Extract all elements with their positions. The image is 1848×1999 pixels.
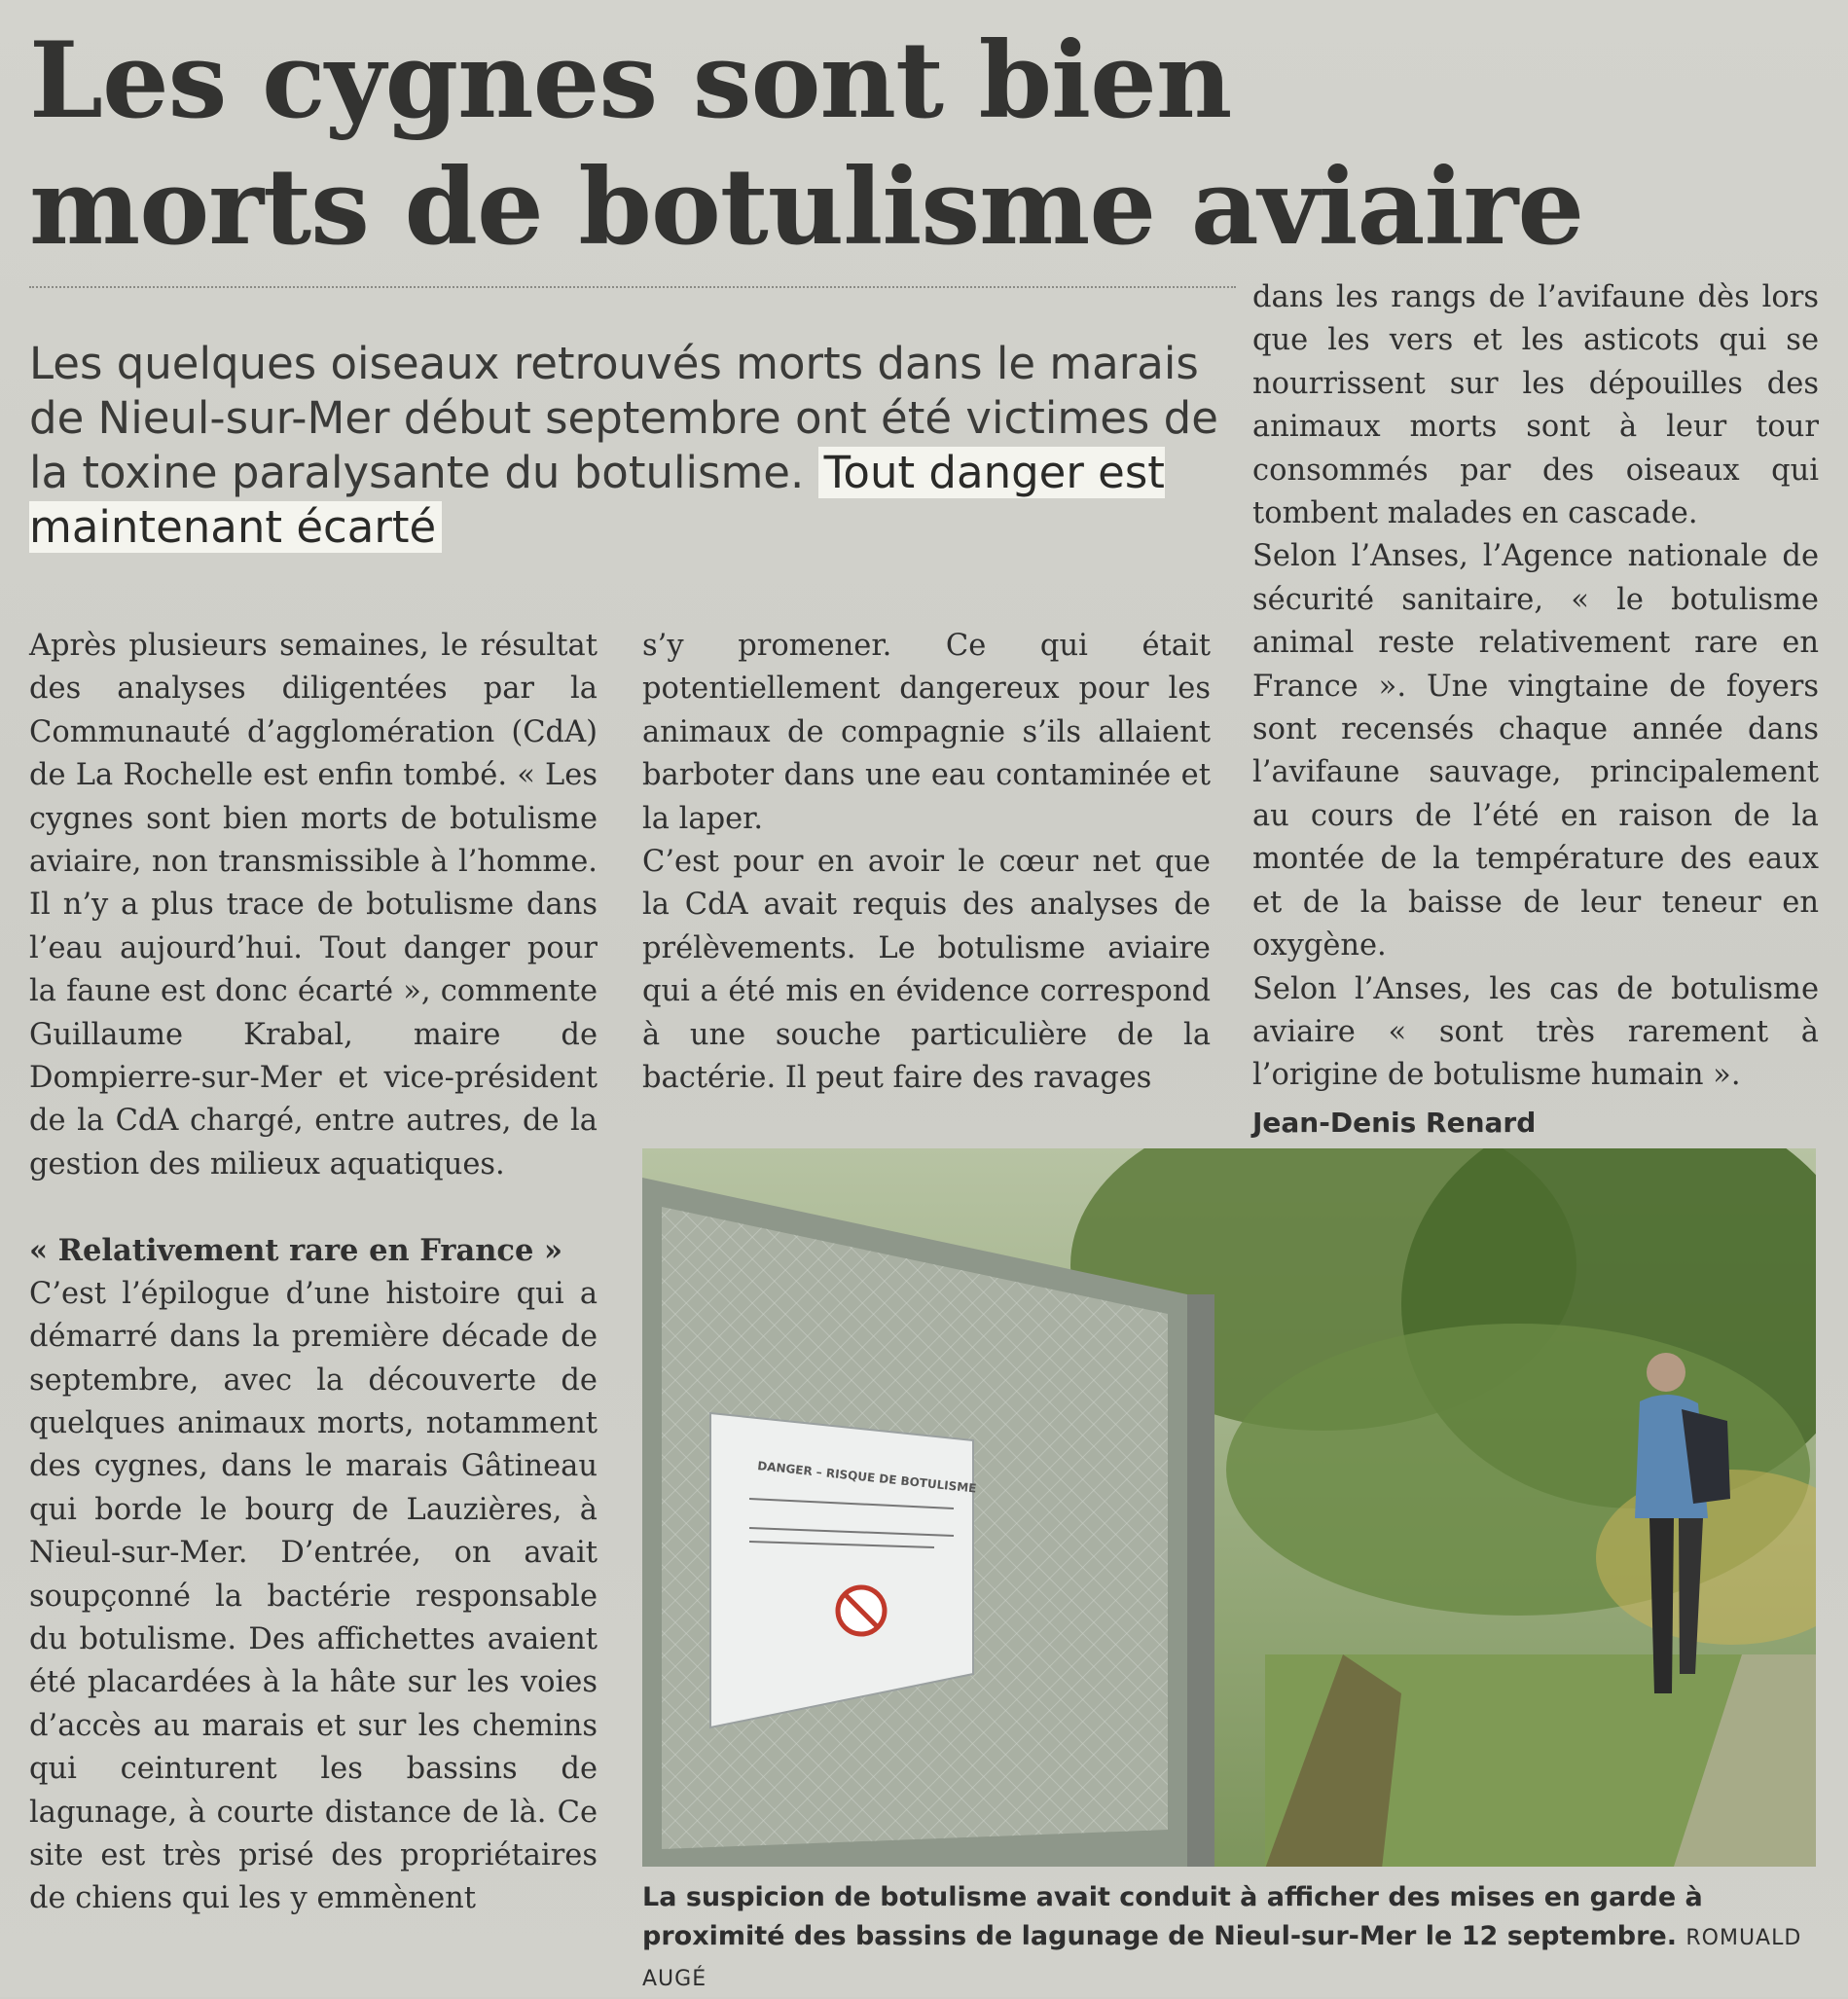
lead-text: Les quelques oiseaux retrouvés morts dans le marais de Nieul-sur-Mer début septembre ont été victimes de la toxine paralysante du botulisme. <box>29 338 1218 498</box>
caption-text: La suspicion de botulisme avait conduit à afficher des mises en garde à proximité des bassins de lagunage de Nieul-sur-Mer le 12 septembre. <box>642 1882 1703 1951</box>
photo-caption <box>642 1878 1816 1999</box>
paragraph: C’est l’épilogue d’une histoire qui a démarré dans la première décade de septembre, avec la découverte de quelques animaux morts, notamment des cygnes, dans le marais Gâtineau qui borde le bourg de Lauzières, à Nieul-sur-Mer. D’entrée, on avait soupçonné la bactérie responsable du botulisme. Des affichettes avaient été placardées à la hâte sur les voies d’accès au marais et sur les chemins qui ceinturent les bassins de lagunage, à courte distance de là. Ce site est très prisé des propriétaires de chiens qui les y emmènent <box>29 1276 598 1916</box>
byline: Jean-Denis Renard <box>1252 1106 1537 1139</box>
gate-post <box>1187 1294 1214 1867</box>
paragraph: s’y promener. Ce qui était potentiellement dangereux pour les animaux de compagnie s’ils allaient barboter dans une eau contaminée et la laper. <box>642 629 1211 836</box>
article-column-3 <box>1252 276 1819 1145</box>
photo-illustration <box>642 1148 1816 1867</box>
intertitle: « Relativement rare en France » <box>29 1233 563 1269</box>
headline: Les cygnes sont bien morts de botulisme aviaire <box>29 19 1584 269</box>
paragraph: Après plusieurs semaines, le résultat des analyses diligentées par la Communauté d’agglomération (CdA) de La Rochelle est enfin tombé. « Les cygnes sont bien morts de botulisme aviaire, non transmissible à l’homme. Il n’y a plus trace de botulisme dans l’eau aujourd’hui. Tout danger pour la faune est donc écarté », commente Guillaume Krabal, maire de Dompierre-sur-Mer et vice-président de la CdA chargé, entre autres, de la gestion des milieux aquatiques. <box>29 629 598 1181</box>
lead-paragraph <box>29 337 1246 555</box>
paragraph: Selon l’Anses, l’Agence nationale de sécurité sanitaire, « le botulisme animal reste relativement rare en France ». Une vingtaine de foyers sont recensés chaque année dans l’avifaune sauvage, principalement au cours de l’été en raison de la montée de la température des eaux et de la baisse de leur teneur en oxygène. <box>1252 539 1819 963</box>
paragraph: dans les rangs de l’avifaune dès lors que les vers et les asticots qui se nourrissent sur les dépouilles des animaux morts sont à leur tour consommés par des oiseaux qui tombent malades en cascade. <box>1252 280 1819 531</box>
article-photo <box>642 1148 1816 1867</box>
person-head <box>1647 1353 1685 1392</box>
article-column-1 <box>29 625 598 1921</box>
warning-sign <box>710 1413 973 1727</box>
paragraph: Selon l’Anses, les cas de botulisme aviaire « sont très rarement à l’origine de botulisme humain ». <box>1252 971 1819 1093</box>
sign-title: DANGER – RISQUE DE BOTULISME <box>756 1459 978 1496</box>
photo-credit: ROMUALD AUGÉ <box>642 1926 1802 1991</box>
lead-highlight: Tout danger est maintenant écarté <box>29 447 1165 553</box>
article-column-2 <box>642 625 1211 1100</box>
headline-divider <box>29 286 1236 288</box>
paragraph: C’est pour en avoir le cœur net que la CdA avait requis des analyses de prélèvements. Le botulisme aviaire qui a été mis en évidence correspond à une souche particulière de la bactérie. Il peut faire des ravages <box>642 845 1211 1096</box>
